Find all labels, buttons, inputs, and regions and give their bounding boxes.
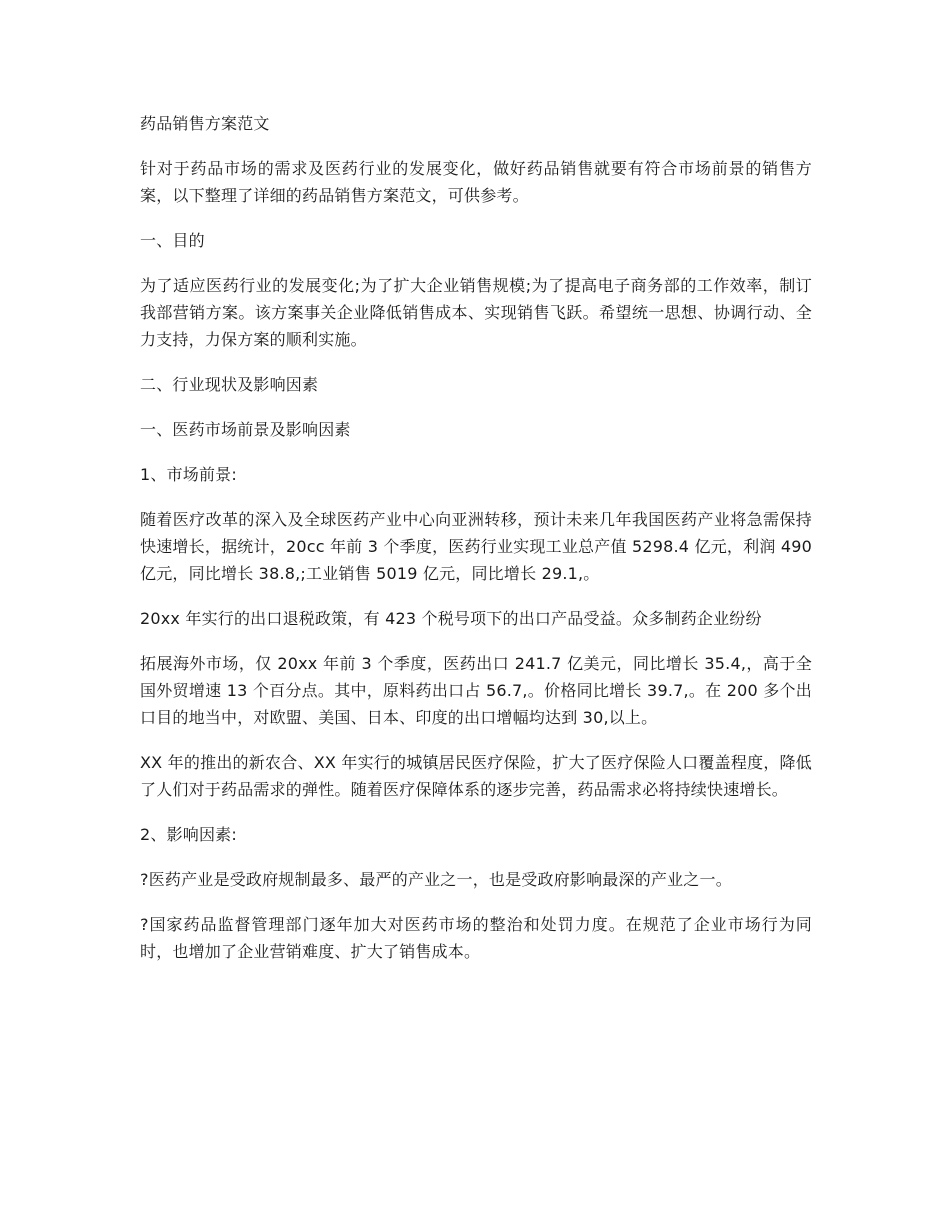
subsection-heading-market-prospects: 一、医药市场前景及影响因素 — [140, 420, 351, 439]
paragraph-purpose: 为了适应医药行业的发展变化;为了扩大企业销售规模;为了提高电子商务部的工作效率，制订我部营销方案。该方案事关企业降低销售成本、实现销售飞跃。希望统一思想、协调行动、全力支持，力保方案的顺利实施。 — [140, 276, 812, 349]
item-heading-market-prospects: 1、市场前景: — [140, 465, 237, 484]
paragraph-supervision: ?国家药品监督管理部门逐年加大对医药市场的整治和处罚力度。在规范了企业市场行为同时，也增加了企业营销难度、扩大了销售成本。 — [140, 915, 812, 961]
section-heading-purpose: 一、目的 — [140, 231, 205, 250]
paragraph-overseas-market: 拓展海外市场，仅 20xx 年前 3 个季度，医药出口 241.7 亿美元，同比增长 35.4,，高于全国外贸增速 13 个百分点。其中，原料药出口占 56.7,。价格同比增长 39.7,。在 200 多个出口目的地当中，对欧盟、美国、日本、印度的出口增幅均达到 30,以上。 — [140, 654, 812, 727]
document-page — [140, 110, 812, 983]
document-title: 药品销售方案范文 — [140, 114, 270, 133]
paragraph-export-tax-policy: 20xx 年实行的出口退税政策，有 423 个税号项下的出口产品受益。众多制药企业纷纷 — [140, 609, 762, 628]
paragraph-medical-insurance: XX 年的推出的新农合、XX 年实行的城镇居民医疗保险，扩大了医疗保险人口覆盖程度，降低了人们对于药品需求的弹性。随着医疗保障体系的逐步完善，药品需求必将持续快速增长。 — [140, 753, 812, 799]
item-heading-influencing-factors: 2、影响因素: — [140, 825, 237, 844]
paragraph-government-regulation: ?医药产业是受政府规制最多、最严的产业之一，也是受政府影响最深的产业之一。 — [140, 870, 732, 889]
paragraph-intro: 针对于药品市场的需求及医药行业的发展变化，做好药品销售就要有符合市场前景的销售方案，以下整理了详细的药品销售方案范文，可供参考。 — [140, 159, 812, 205]
paragraph-market-growth: 随着医疗改革的深入及全球医药产业中心向亚洲转移，预计未来几年我国医药产业将急需保持快速增长，据统计，20cc 年前 3 个季度，医药行业实现工业总产值 5298.4 亿元，利润 490 亿元，同比增长 38.8,;工业销售 5019 亿元，同比增长 29.1,。 — [140, 510, 812, 583]
section-heading-industry-status: 二、行业现状及影响因素 — [140, 375, 319, 394]
